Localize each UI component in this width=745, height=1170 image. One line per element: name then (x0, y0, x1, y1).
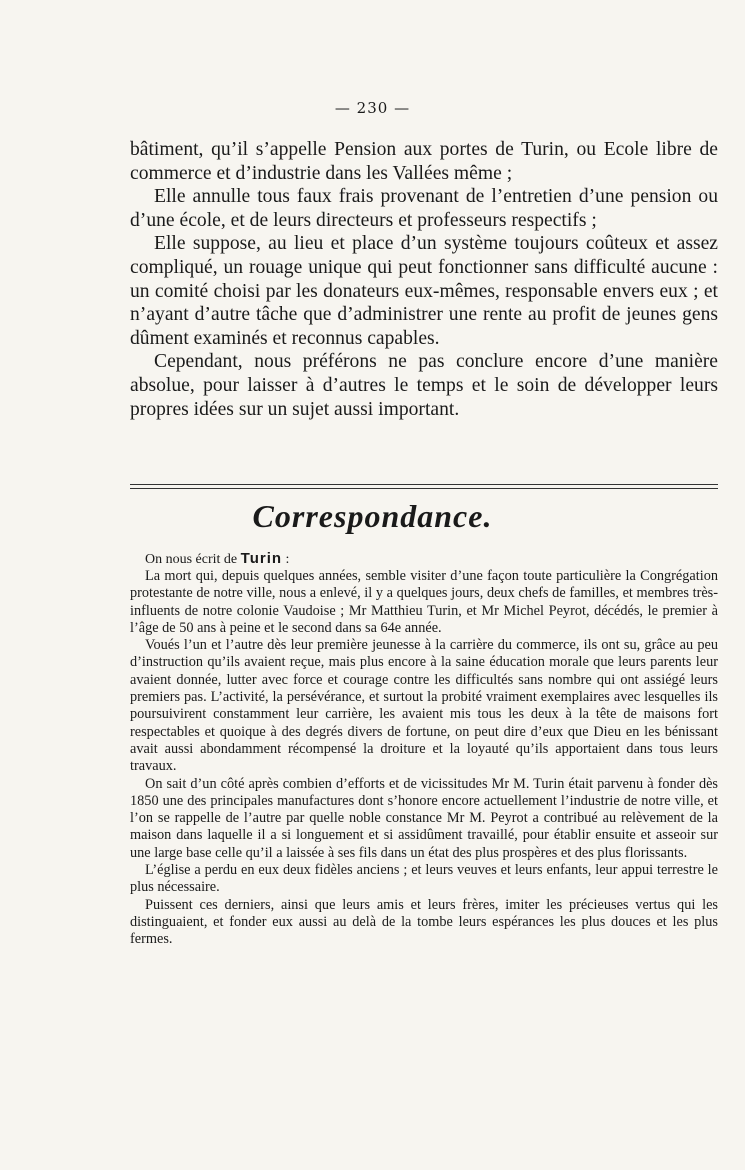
paragraph: Elle annulle tous faux frais provenant de l’entretien d’une pension ou d’une école, et de leurs directeurs et professeurs respectifs ; (130, 186, 718, 231)
intro-suffix: : (285, 552, 290, 567)
paragraph: Elle suppose, au lieu et place d’un système toujours coûteux et assez compliqué, un rouage unique qui peut fonctionner sans difficulté aucune : un comité choisi par les donateurs eux-mêmes, responsable envers eux ; et n’ayant d’autre tâche que d’administrer une rente au profit de jeunes gens dûment examinés et reconnus capables. (130, 233, 718, 349)
paragraph: Voués l’un et l’autre dès leur première jeunesse à la carrière du commerce, ils ont su, grâce au peu d’instruction qu’ils avaient reçue, mais plus encore à la saine éducation morale que leurs parents leur avaient donnée, lutter avec force et courage contre les difficultés sans nombre qui ont assiégé leurs premiers pas. L’activité, la persévérance, et surtout la probité vraiment exemplaires avec lesquelles ils poursuivirent constamment leur carrière, les avaient mis tous les deux à la tête de maisons fort respectables et quoique à des degrés divers de fortune, on peut dire d’eux que Dieu en les bénissant avait aussi abondamment récompensé la droiture et la loyauté qu’ils apportaient dans tous leurs travaux. (130, 637, 718, 775)
paragraph: La mort qui, depuis quelques années, semble visiter d’une façon toute particulière la Congrégation protestante de notre ville, nous a enlevé, il y a quelques jours, deux chefs de familles, et membres très-influents de notre colonie Vaudoise ; Mr Matthieu Turin, et Mr Michel Peyrot, décédés, le premier à l’âge de 50 ans à peine et le second dans sa 64e année. (130, 568, 718, 636)
paragraph: bâtiment, qu’il s’appelle Pension aux portes de Turin, ou Ecole libre de commerce et d’industrie dans les Vallées même ; (130, 139, 718, 184)
paragraph: On sait d’un côté après combien d’efforts et de vicissitudes Mr M. Turin était parvenu à fonder dès 1850 une des principales manufactures dont s’honore encore actuellement l’industrie de notre ville, et l’on se rappelle de l’autre par quelle noble constance Mr M. Peyrot a contribué au relèvement de la maison dans laquelle il a si longuement et si assidûment travaillé, pour établir ensuite et asseoir sur une large base celle qu’il a laissée à ses fils dans un état des plus prospères et des plus florissants. (130, 775, 718, 861)
intro-prefix: On nous écrit de (145, 552, 238, 567)
paragraph: Cependant, nous préférons ne pas conclure encore d’une manière absolue, pour laisser à d’autres le temps et le soin de développer leurs propres idées sur un sujet aussi important. (130, 351, 718, 420)
paragraph: Puissent ces derniers, ainsi que leurs amis et leurs frères, imiter les précieuses vertus qui les distinguaient, et fonder eux aussi au delà de la tombe leurs espérances les plus douces et les plus fermes. (130, 896, 718, 948)
letter-intro (145, 550, 705, 568)
section-divider (130, 488, 718, 489)
intro-place: Turin (240, 550, 283, 567)
section-title: Correspondance. (252, 498, 493, 534)
paragraph: L’église a perdu en eux deux fidèles anciens ; et leurs veuves et leurs enfants, leur appui terrestre le plus nécessaire. (130, 862, 718, 896)
section-divider (130, 484, 718, 485)
article-continuation (130, 138, 718, 421)
letter-body (130, 568, 718, 949)
page-number: — 230 — (334, 99, 411, 117)
